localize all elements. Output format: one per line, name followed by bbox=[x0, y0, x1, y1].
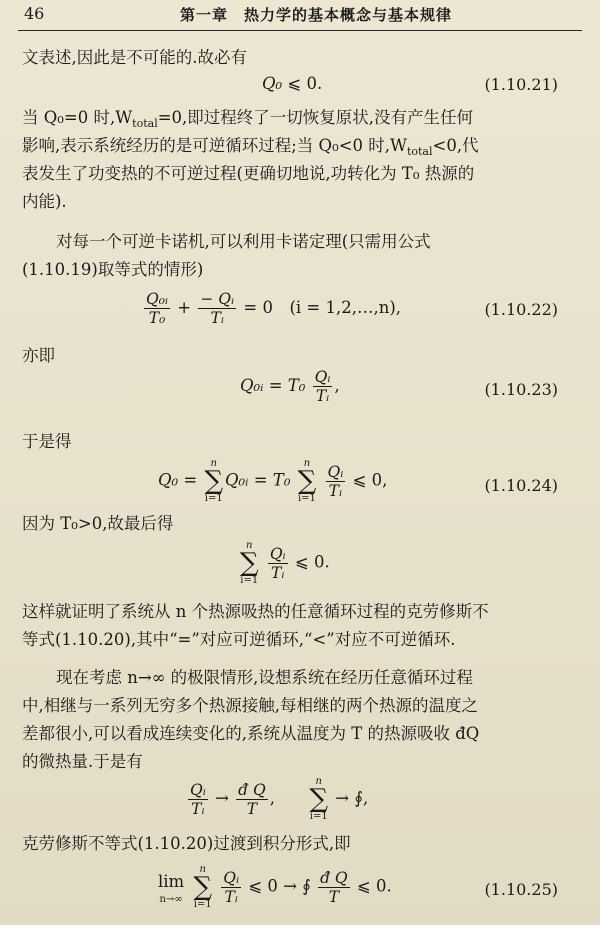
fraction: $\frac{\text{Qᵢ}}{\text{Tᵢ}}$ bbox=[314, 368, 331, 405]
text-line: 这样就证明了系统从 n 个热源吸热的任意循环过程的克劳修斯不 bbox=[22, 602, 489, 621]
fraction: $\frac{\text{Q₀ᵢ}}{\text{T₀}}$ bbox=[146, 290, 169, 327]
eq23-lhs: Q₀ᵢ = T₀ bbox=[240, 376, 306, 395]
text-segment: =0,即过程终了一切恢复原状,没有产生任何 bbox=[157, 108, 474, 127]
eq24-tail: ⩽ 0, bbox=[352, 470, 388, 490]
eq24-lhs: Q₀ = bbox=[158, 470, 198, 490]
page-header bbox=[0, 0, 600, 34]
arrow: → bbox=[215, 788, 229, 808]
eq22-rest: = 0 (i = 1,2,…,n), bbox=[243, 298, 402, 317]
equation-1-10-23 bbox=[0, 366, 600, 410]
eq21-rel: ⩽ 0. bbox=[282, 74, 323, 93]
summation: n ∑ i=1 bbox=[309, 776, 329, 822]
equation-1-10-21 bbox=[0, 72, 600, 102]
text-line: 于是得 bbox=[22, 432, 72, 451]
eq24-term: Q₀ᵢ = T₀ bbox=[225, 470, 291, 490]
eq23-tail: , bbox=[334, 376, 340, 395]
subscript: total bbox=[132, 117, 158, 130]
text-segment: 影响,表示系统经历的是可逆循环过程;当 Q₀<0 时,W bbox=[22, 136, 407, 155]
text-line: 现在考虑 n→∞ 的极限情形,设想系统在经历任意循环过程 bbox=[56, 668, 473, 687]
subscript: total bbox=[406, 145, 433, 158]
text-line: 亦即 bbox=[22, 346, 55, 365]
text-line: 中,相继与一系列无穷多个热源接触,每相继的两个热源的温度之 bbox=[22, 696, 478, 715]
text-line: 因为 T₀>0,故最后得 bbox=[22, 514, 174, 533]
final-sum-tail: ⩽ 0. bbox=[294, 552, 330, 572]
fraction: $\frac{\text{− Qᵢ}}{\text{Tᵢ}}$ bbox=[200, 290, 235, 327]
text-line: (1.10.19)取等式的情形) bbox=[22, 260, 204, 279]
summation: n ∑ i=1 bbox=[193, 864, 213, 910]
text-line: 表发生了功变热的不可逆过程(更确切地说,功转化为 T₀ 热源的 bbox=[22, 164, 475, 183]
summation: n ∑ i=1 bbox=[240, 540, 259, 586]
fraction: $\frac{\text{Qᵢ}}{\text{Tᵢ}}$ bbox=[190, 780, 206, 818]
equation-1-10-25 bbox=[0, 862, 600, 918]
chapter-title: 第一章 热力学的基本概念与基本规律 bbox=[180, 6, 453, 24]
text-line: 的微热量.于是有 bbox=[22, 752, 143, 771]
eq21-lhs: Q₀ bbox=[262, 74, 283, 93]
text-line: 文表述,因此是不可能的.故必有 bbox=[22, 48, 247, 67]
eq25-tail: ⩽ 0. bbox=[356, 876, 392, 896]
fraction: $\frac{\text{Qᵢ}}{\text{Tᵢ}}$ bbox=[223, 868, 240, 906]
arrow-to-contour-integral: → ∮, bbox=[335, 788, 369, 808]
equation-number: (1.10.22) bbox=[484, 300, 558, 319]
text-line: 对每一个可逆卡诺机,可以利用卡诺定理(只需用公式 bbox=[56, 232, 431, 251]
equation-1-10-22 bbox=[0, 288, 600, 332]
text-line: 内能). bbox=[22, 192, 67, 211]
equation-final-sum bbox=[0, 538, 600, 594]
fraction: $\frac{\text{đ Q}}{T}$ bbox=[320, 868, 348, 906]
summation: n ∑ i=1 bbox=[204, 458, 224, 504]
comma: , bbox=[269, 788, 275, 808]
equation-1-10-24 bbox=[0, 456, 600, 512]
equation-limit-relations bbox=[0, 772, 600, 828]
fraction: $\frac{\text{Qᵢ}}{\text{Tᵢ}}$ bbox=[269, 544, 286, 582]
page-number: 46 bbox=[24, 4, 45, 23]
equation-number: (1.10.21) bbox=[484, 75, 558, 94]
header-rule bbox=[18, 30, 582, 31]
equation-number: (1.10.23) bbox=[484, 380, 558, 399]
text-line: 等式(1.10.20),其中“=”对应可逆循环,“<”对应不可逆循环. bbox=[22, 630, 456, 649]
equation-number: (1.10.24) bbox=[484, 476, 558, 495]
equation-number: (1.10.25) bbox=[484, 880, 558, 899]
fraction: $\frac{\text{Qᵢ}}{\text{Tᵢ}}$ bbox=[327, 462, 344, 500]
fraction: $\frac{\text{đ Q}}{T}$ bbox=[238, 780, 266, 818]
text-line: 克劳修斯不等式(1.10.20)过渡到积分形式,即 bbox=[22, 834, 351, 853]
limit-operator: lim n→∞ bbox=[158, 871, 185, 905]
eq25-mid: ⩽ 0 → ∮ bbox=[248, 876, 311, 896]
text-segment: 当 Q₀=0 时,W bbox=[22, 108, 133, 127]
summation: n ∑ i=1 bbox=[297, 458, 317, 504]
text-line: 差都很小,可以看成连续变化的,系统从温度为 T 的热源吸收 đQ bbox=[22, 724, 480, 743]
plus-sign: + bbox=[177, 298, 192, 317]
text-segment: <0,代 bbox=[432, 136, 479, 155]
